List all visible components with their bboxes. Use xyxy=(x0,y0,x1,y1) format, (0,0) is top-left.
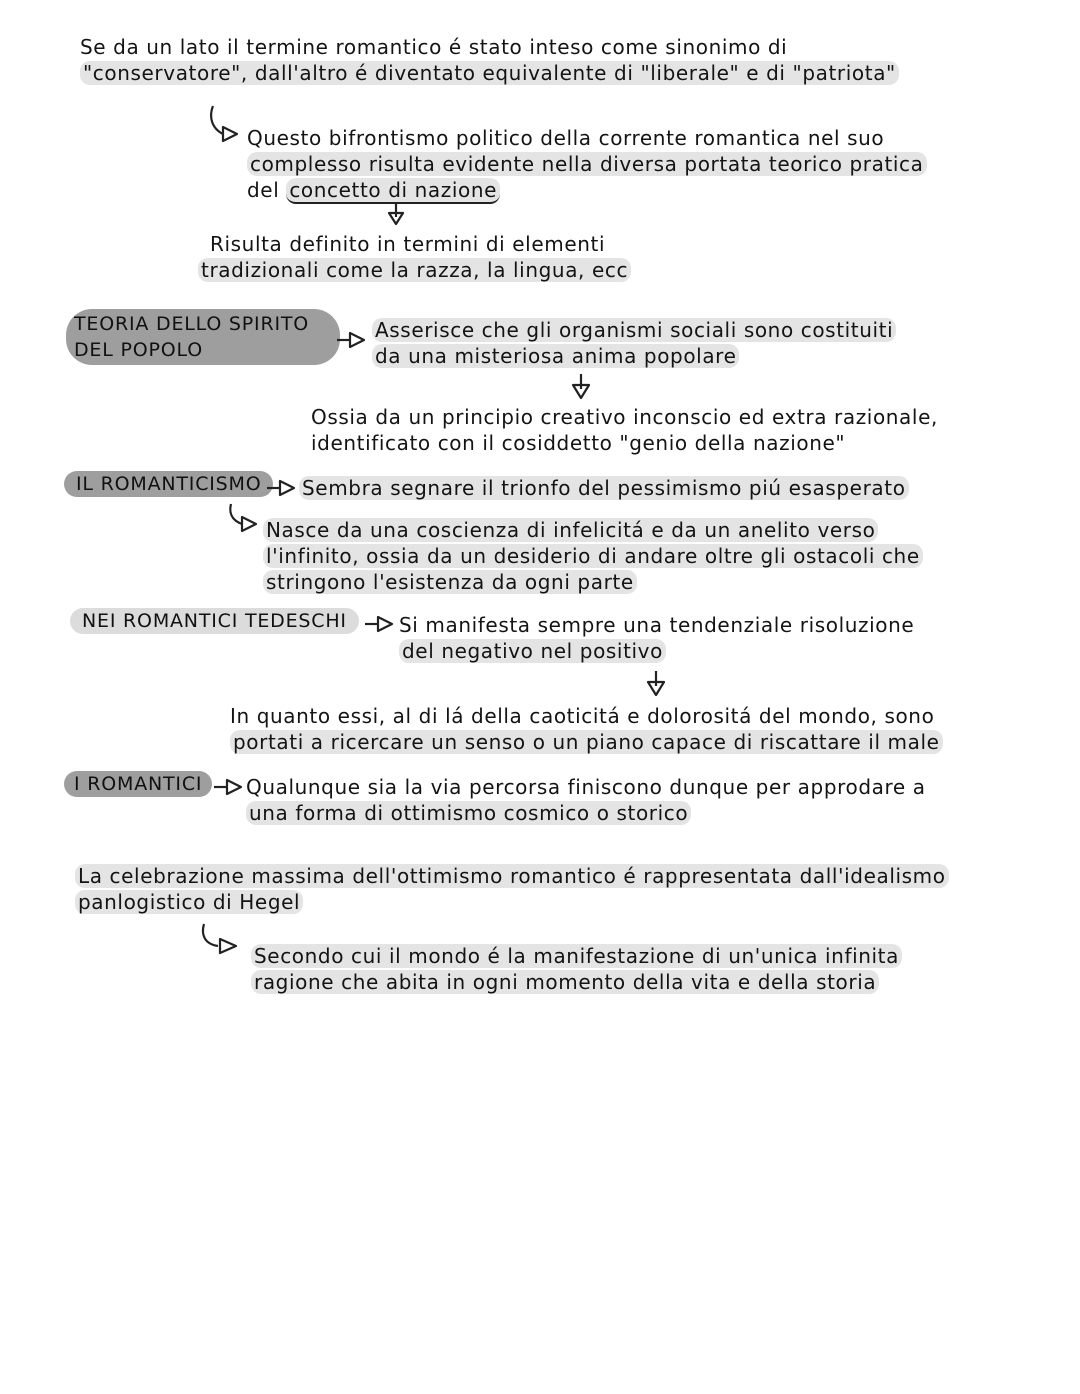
romantici-line-2: una forma di ottimismo cosmico o storico xyxy=(246,800,691,826)
right-arrow-icon xyxy=(213,777,245,797)
label-romanticismo: IL ROMANTICISMO xyxy=(64,471,273,497)
label-romantici-tedeschi: NEI ROMANTICI TEDESCHI xyxy=(70,608,359,634)
right-arrow-icon xyxy=(266,478,298,498)
spirito-sub-line-1: Ossia da un principio creativo inconscio ed extra razionale, xyxy=(311,405,938,429)
curved-arrow-icon xyxy=(205,104,247,144)
label-i-romantici: I ROMANTICI xyxy=(64,771,212,797)
right-arrow-icon xyxy=(336,330,368,350)
down-arrow-icon xyxy=(643,670,669,698)
hegel-sub-line-1: Secondo cui il mondo é la manifestazione di un'unica infinita xyxy=(251,943,902,969)
romanticismo-sub-line-3: stringono l'esistenza da ogni parte xyxy=(263,569,637,595)
romanticismo-sub-line-1: Nasce da una coscienza di infelicitá e da un anelito verso xyxy=(263,517,878,543)
definito-line-2: tradizionali come la razza, la lingua, ecc xyxy=(198,257,631,283)
tedeschi-line-1: Si manifesta sempre una tendenziale risoluzione xyxy=(399,613,915,637)
romanticismo-line-1: Sembra segnare il trionfo del pessimismo piú esasperato xyxy=(299,475,909,501)
right-arrow-icon xyxy=(364,614,396,634)
hegel-line-1: La celebrazione massima dell'ottimismo romantico é rappresentata dall'idealismo xyxy=(75,863,949,889)
tedeschi-sub-line-2: portati a ricercare un senso o un piano capace di riscattare il male xyxy=(230,729,943,755)
hegel-sub-line-2: ragione che abita in ogni momento della vita e della storia xyxy=(251,969,879,995)
bifrontismo-line-3: del concetto di nazione xyxy=(247,177,500,203)
spirito-line-1: Asserisce che gli organismi sociali sono costituiti xyxy=(372,317,896,343)
curved-arrow-icon xyxy=(198,922,248,958)
bifrontismo-line-1: Questo bifrontismo politico della corrente romantica nel suo xyxy=(247,126,885,150)
intro-line-2: "conservatore", dall'altro é diventato equivalente di "liberale" e di "patriota" xyxy=(80,60,899,86)
romanticismo-sub-line-2: l'infinito, ossia da un desiderio di andare oltre gli ostacoli che xyxy=(263,543,923,569)
hegel-line-2: panlogistico di Hegel xyxy=(75,889,303,915)
label-teoria-spirito-popolo: TEORIA DELLO SPIRITO DEL POPOLO xyxy=(66,309,340,365)
down-arrow-icon xyxy=(568,373,594,401)
curved-arrow-icon xyxy=(226,502,266,536)
bifrontismo-line-2: complesso risulta evidente nella diversa portata teorico pratica xyxy=(247,151,927,177)
concetto-di-nazione: concetto di nazione xyxy=(286,178,500,204)
spirito-sub-line-2: identificato con il cosiddetto "genio della nazione" xyxy=(311,431,846,455)
tedeschi-sub-line-1: In quanto essi, al di lá della caoticitá e dolorositá del mondo, sono xyxy=(230,704,935,728)
down-arrow-icon xyxy=(384,203,408,227)
intro-line-1: Se da un lato il termine romantico é stato inteso come sinonimo di xyxy=(80,35,788,59)
definito-line-1: Risulta definito in termini di elementi xyxy=(210,232,606,256)
spirito-line-2: da una misteriosa anima popolare xyxy=(372,343,739,369)
romantici-line-1: Qualunque sia la via percorsa finiscono dunque per approdare a xyxy=(246,775,926,799)
tedeschi-line-2: del negativo nel positivo xyxy=(399,638,666,664)
